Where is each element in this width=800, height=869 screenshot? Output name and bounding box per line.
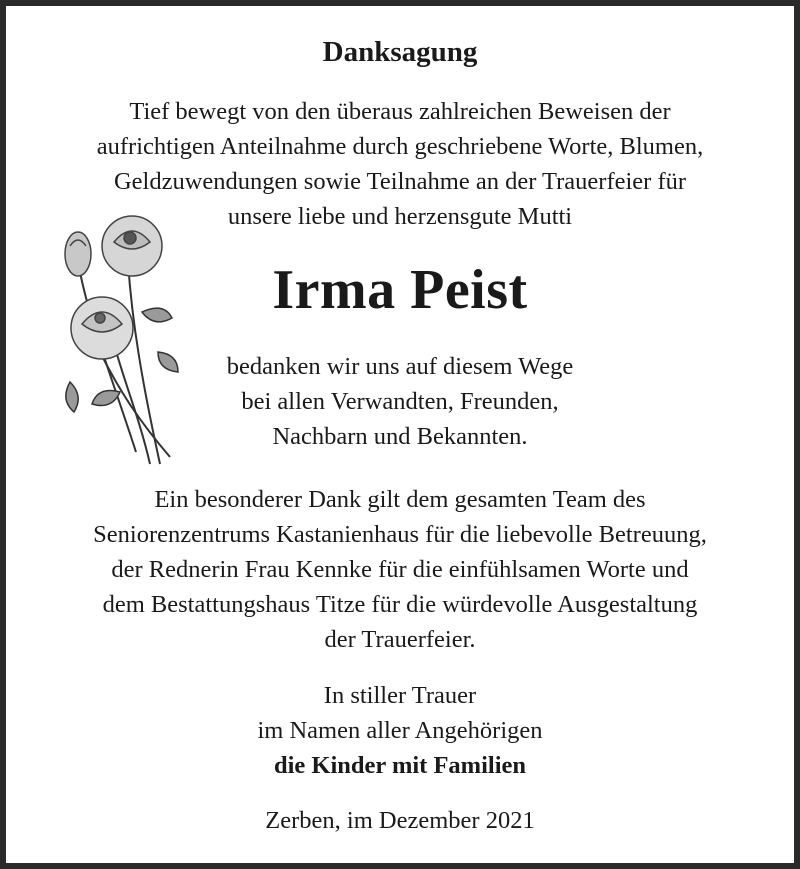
heading: Danksagung xyxy=(322,36,478,68)
intro-line: aufrichtigen Anteilnahme durch geschriebene Worte, Blumen, xyxy=(96,133,704,160)
intro-line: Geldzuwendungen sowie Teilnahme an der Trauerfeier für xyxy=(113,168,687,195)
thanks-line: Nachbarn und Bekannten. xyxy=(272,423,528,450)
special-thanks-line: Seniorenzentrums Kastanienhaus für die liebevolle Betreuung, xyxy=(93,521,707,548)
special-thanks-line: dem Bestattungshaus Titze für die würdevolle Ausgestaltung xyxy=(102,591,698,618)
mourning-block xyxy=(6,678,794,783)
thanks-line: bedanken wir uns auf diesem Wege xyxy=(226,353,574,380)
deceased-name: Irma Peist xyxy=(272,259,528,321)
signature: die Kinder mit Familien xyxy=(273,752,527,779)
intro-line: Tief bewegt von den überaus zahlreichen Beweisen der xyxy=(129,98,671,125)
mourning-line: im Namen aller Angehörigen xyxy=(257,717,543,744)
intro-line: unsere liebe und herzensgute Mutti xyxy=(227,203,573,230)
obituary-card xyxy=(6,6,794,863)
special-thanks-line: der Trauerfeier. xyxy=(324,626,476,653)
special-thanks-text xyxy=(6,482,794,657)
thanks-line: bei allen Verwandten, Freunden, xyxy=(241,388,559,415)
thanks-text xyxy=(6,349,794,454)
mourning-line: In stiller Trauer xyxy=(323,682,477,709)
place-date: Zerben, im Dezember 2021 xyxy=(265,807,535,834)
special-thanks-line: der Rednerin Frau Kennke für die einfühlsamen Worte und xyxy=(111,556,689,583)
special-thanks-line: Ein besonderer Dank gilt dem gesamten Team des xyxy=(154,486,646,513)
